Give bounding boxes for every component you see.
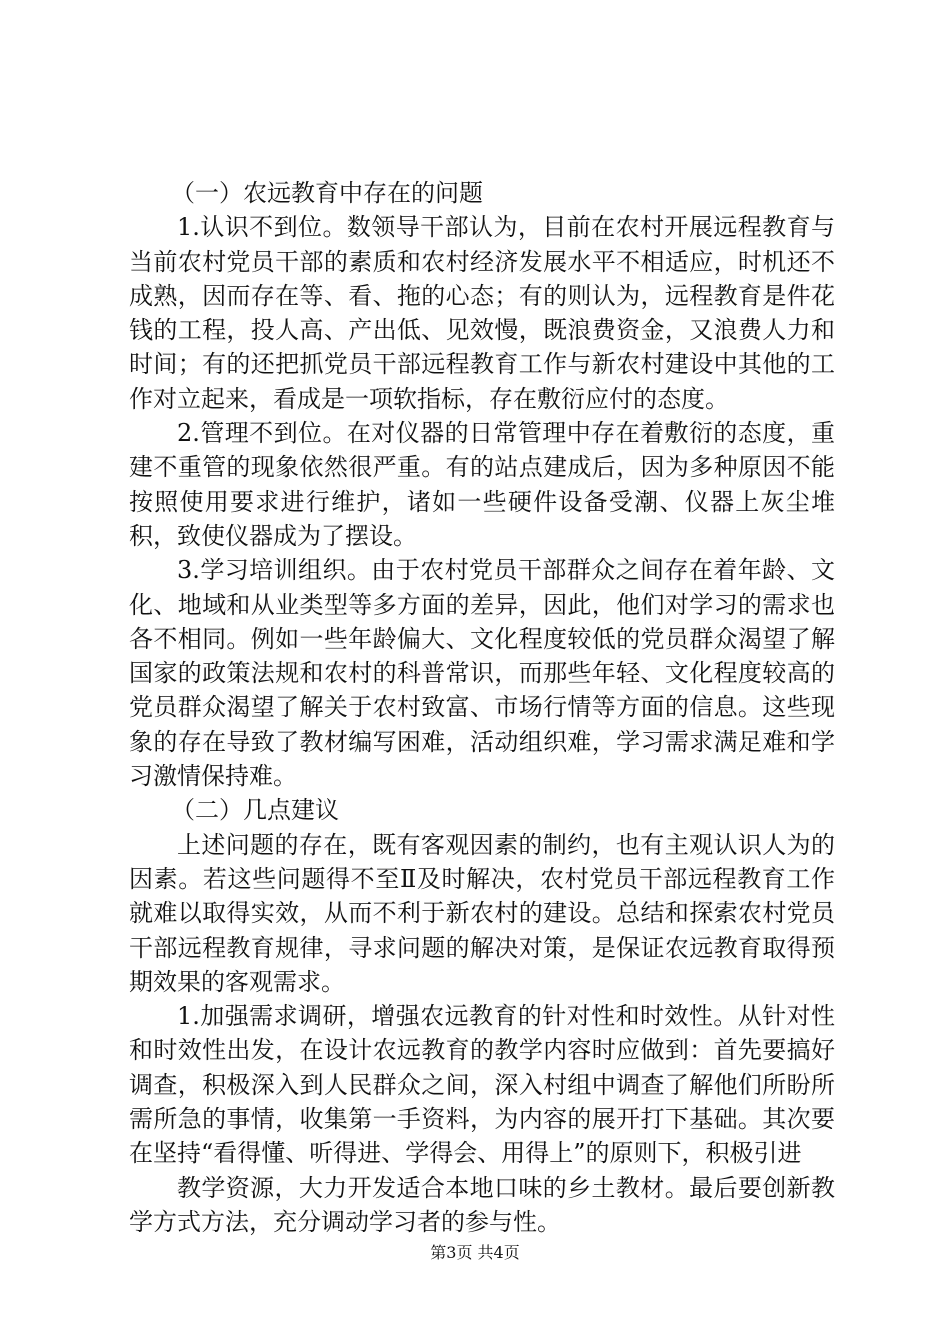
- section-heading-suggestions: （二）几点建议: [171, 796, 339, 825]
- section-heading-problems: （一）农远教育中存在的问题: [171, 179, 483, 207]
- paragraph-teaching-resources: 教学资源，大力开发适合本地口味的乡土教材。最后要创新教学方式方法，充分调动学习者的参与性。: [129, 1173, 835, 1236]
- paragraph-demand-research: 1.加强需求调研，增强农远教育的针对性和时效性。从针对性和时效性出发，在设计农远教育的教学内容时应做到：首先要搞好调查，积极深入到人民群众之间，深入村组中调查了解他们所盼所需所急的事情，收集第一手资料，为内容的展开打下基础。其次要在坚持“看得懂、听得进、学得会、用得上”的原则下，积极引进: [129, 1002, 835, 1168]
- paragraph-awareness: 1.认识不到位。数领导干部认为，目前在农村开展远程教育与当前农村党员干部的素质和农村经济发展水平不相适应，时机还不成熟，因而存在等、看、拖的心态；有的则认为，远程教育是件花钱的工程，投人高、产出低、见效慢，既浪费资金，又浪费人力和时间；有的还把抓党员干部远程教育工作与新农村建设中其他的工作对立起来，看成是一项软指标，存在敷衍应付的态度。: [129, 213, 835, 413]
- paragraph-suggestions-intro: 上述问题的存在，既有客观因素的制约，也有主观认识人为的因素。若这些问题得不至Ⅱ及时解决，农村党员干部远程教育工作就难以取得实效，从而不利于新农村的建设。总结和探索农村党员干部远程教育规律，寻求问题的解决对策，是保证农远教育取得预期效果的客观需求。: [129, 830, 835, 996]
- document-body: [129, 176, 835, 1239]
- page-number-footer: 第3页 共4页: [430, 1243, 520, 1262]
- paragraph-management: 2.管理不到位。在对仪器的日常管理中存在着敷衍的态度，重建不重管的现象依然很严重。有的站点建成后，因为多种原因不能按照使用要求进行维护，诸如一些硬件设备受潮、仪器上灰尘堆积，致使仪器成为了摆设。: [129, 419, 835, 550]
- paragraph-training: 3.学习培训组织。由于农村党员干部群众之间存在着年龄、文化、地域和从业类型等多方面的差异，因此，他们对学习的需求也各不相同。例如一些年龄偏大、文化程度较低的党员群众渴望了解国家的政策法规和农村的科普常识，而那些年轻、文化程度较高的党员群众渴望了解关于农村致富、市场行情等方面的信息。这些现象的存在导致了教材编写困难，活动组织难，学习需求满足难和学习激情保持难。: [129, 556, 835, 791]
